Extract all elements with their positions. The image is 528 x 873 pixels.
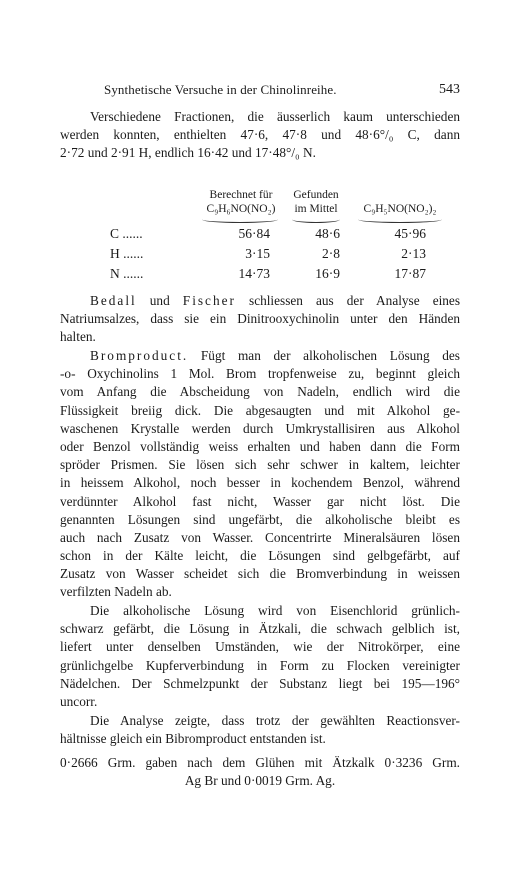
text-line: liefert unter denselben Umständen, wie der Nitrokörper, eine bbox=[60, 639, 460, 655]
text-line: schon in der Kälte leicht, die Lösungen sind gelbgefärbt, auf bbox=[60, 548, 460, 564]
section-heading: Bromproduct. bbox=[90, 348, 189, 363]
table-header-found bbox=[286, 188, 346, 216]
paragraph-eisenchlorid bbox=[60, 602, 460, 711]
text-line: schwarz gefärbt, die Lösung in Ätzkali, die schwach gelblich ist, bbox=[60, 621, 460, 637]
text-line: Die alkoholische Lösung wird von Eisenchlorid grünlich- bbox=[90, 603, 460, 618]
author-name: Bedall bbox=[90, 293, 137, 308]
text-fragment: schliessen aus der Analyse eines bbox=[249, 293, 461, 308]
dinitro-value: 2·13 bbox=[401, 246, 426, 261]
paragraph-bromproduct bbox=[60, 347, 460, 602]
text-line: Flüssigkeit breiig dick. Die abgesaugten und mit Alkohol ge- bbox=[60, 402, 460, 418]
text-line: 2·72 und 2·91 H, endlich 16·42 und 17·48°/₀ N. bbox=[60, 145, 316, 161]
brace bbox=[202, 216, 278, 223]
text-line: hältnisse gleich ein Bibromproduct entstanden ist. bbox=[60, 731, 326, 747]
element-label: C ...... bbox=[110, 226, 143, 241]
text-line: auch nach Zusatz von Wasser. Concentrirte Mineralsäuren lösen bbox=[60, 529, 460, 545]
element-label: N ...... bbox=[110, 266, 144, 281]
brace bbox=[358, 216, 442, 223]
analysis-result bbox=[60, 755, 460, 791]
text-line: verdünnter Alkohol fast nicht, Wasser gar nicht löst. Die bbox=[60, 493, 460, 509]
paragraph-bedall-fischer bbox=[60, 292, 460, 347]
text-line: -o- Oxychinolins 1 Mol. Brom tropfenweise zu, beginnt gleich bbox=[60, 366, 460, 382]
found-value: 16·9 bbox=[315, 266, 340, 281]
text-line: Verschiedene Fractionen, die äusserlich kaum unterschieden bbox=[90, 109, 460, 124]
calculated-value: 56·84 bbox=[238, 226, 270, 241]
text-line: in heissem Alkohol, noch besser in kochendem Benzol, während bbox=[60, 475, 460, 491]
text-line bbox=[60, 347, 460, 365]
running-header bbox=[60, 82, 460, 100]
text-line: grünlichgelbe Kupferverbindung in Form zu Flocken vereinigter bbox=[60, 657, 460, 673]
text-line: Ag Br und 0·0019 Grm. Ag. bbox=[184, 773, 336, 788]
dinitro-value: 45·96 bbox=[394, 226, 426, 241]
text-line bbox=[60, 292, 460, 310]
author-name: Fischer bbox=[182, 293, 236, 308]
text-fragment: Fügt man der alkoholischen Lösung des bbox=[200, 348, 460, 363]
text-line: verfilzten Nadeln ab. bbox=[60, 584, 172, 600]
table-row bbox=[60, 226, 460, 246]
text-line: spröder Prismen. Sie lösen sich sehr schwer in kaltem, leichter bbox=[60, 457, 460, 473]
text-line: oder Benzol vollständig weiss erhalten und haben dann die Form bbox=[60, 438, 460, 454]
header-formula: C₉H₅NO(NO₂)₂ bbox=[363, 203, 437, 215]
paragraph-analysis bbox=[60, 712, 460, 748]
text-line: uncorr. bbox=[60, 693, 98, 709]
header-line: Gefunden bbox=[293, 189, 339, 201]
table-row bbox=[60, 246, 460, 266]
text-line: genannten Lösungen sind ungefärbt, die alkoholische bleibt es bbox=[60, 511, 460, 527]
header-line: Berechnet für bbox=[209, 189, 273, 201]
text-line: halten. bbox=[60, 329, 96, 345]
running-title: Synthetische Versuche in der Chinolinreihe. bbox=[104, 82, 337, 97]
element-label: H ...... bbox=[110, 246, 144, 261]
table-header-dinitro bbox=[352, 202, 448, 216]
paragraph-fractions bbox=[60, 108, 460, 163]
text-line: waschenen Krystalle werden durch Umkrystallisiren aus Alkohol bbox=[60, 420, 460, 436]
dinitro-value: 17·87 bbox=[394, 266, 426, 281]
found-value: 2·8 bbox=[322, 246, 340, 261]
table-header-calculated bbox=[196, 188, 286, 216]
header-formula: C₉H₆NO(NO₂) bbox=[206, 203, 276, 215]
text-line: 0·2666 Grm. gaben nach dem Glühen mit Ätzkalk 0·3236 Grm. bbox=[60, 755, 460, 770]
calculated-value: 3·15 bbox=[245, 246, 270, 261]
conjunction: und bbox=[149, 293, 170, 308]
text-line: Natriumsalzes, dass sie ein Dinitrooxychinolin unter den Händen bbox=[60, 311, 460, 327]
calculated-value: 14·73 bbox=[238, 266, 270, 281]
table-row bbox=[60, 266, 460, 286]
brace bbox=[292, 216, 340, 223]
text-line: Zusatz von Wasser scheidet sich die Bromverbindung in weissen bbox=[60, 566, 460, 582]
text-line: werden konnten, enthielten 47·6, 47·8 und 48·6°/₀ C, dann bbox=[60, 127, 460, 143]
text-line: Nädelchen. Der Schmelzpunkt der Substanz liegt bei 195—196° bbox=[60, 675, 460, 691]
header-line: im Mittel bbox=[294, 203, 338, 215]
text-line: Die Analyse zeigte, dass trotz der gewählten Reactionsver- bbox=[90, 713, 460, 728]
found-value: 48·6 bbox=[315, 226, 340, 241]
page-number: 543 bbox=[439, 82, 460, 97]
text-line: vom Anfang die Abscheidung von Nadeln, endlich wird die bbox=[60, 384, 460, 400]
